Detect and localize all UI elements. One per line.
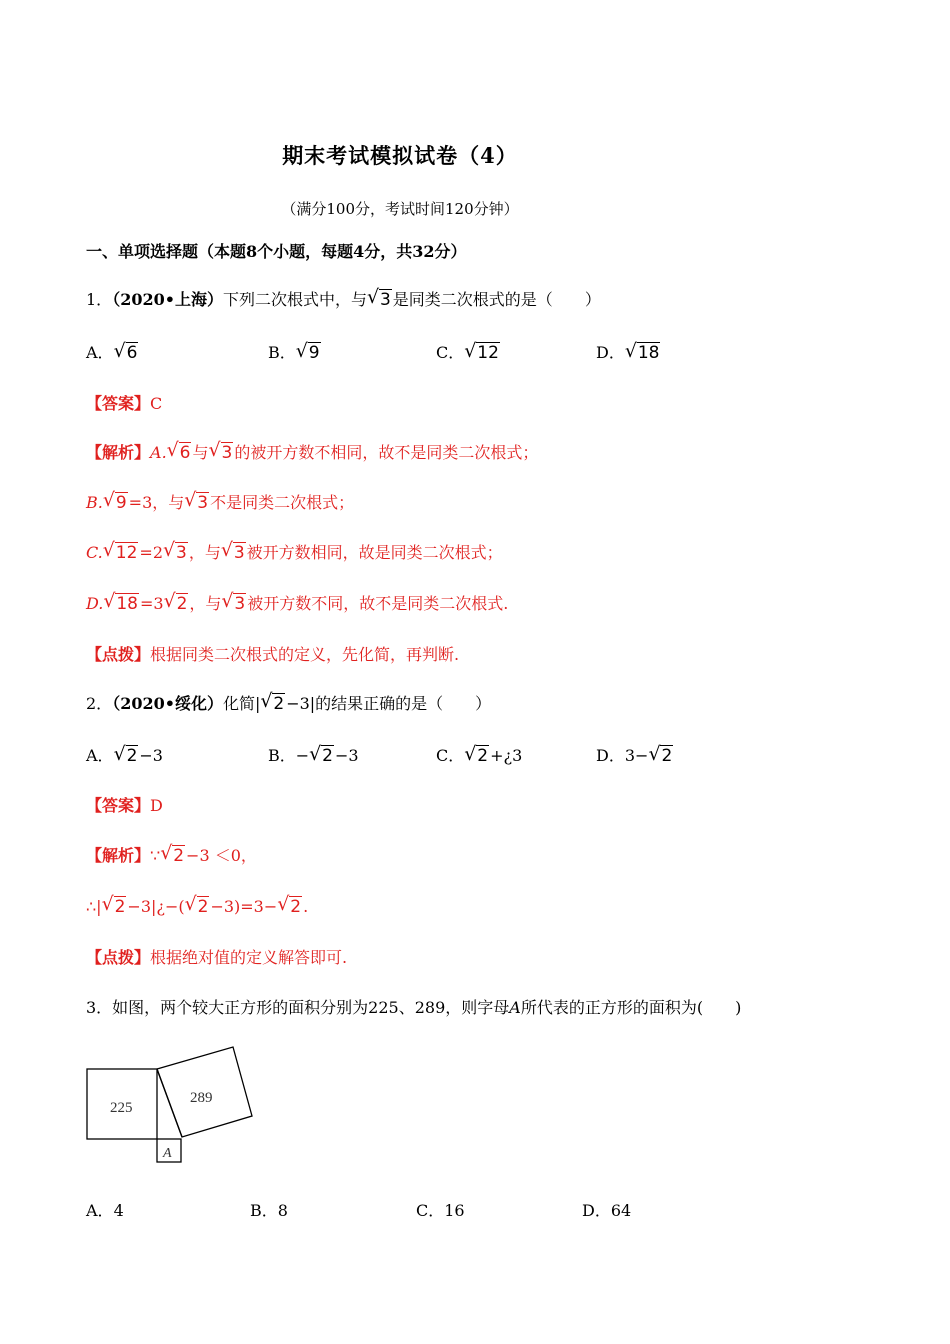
q2-analysis-1: 【解析】∵√ 2 −3 ＜0，	[86, 844, 257, 868]
q1-source: （2020•上海）	[112, 290, 223, 309]
q2-tip: 【点拨】根据绝对值的定义解答即可.	[86, 948, 348, 967]
q1-stem-text: 下列二次根式中，与	[222, 290, 367, 309]
q1-answer: 【答案】C	[86, 394, 163, 413]
q3-option-a: A．4	[86, 1201, 124, 1220]
label-a: A	[163, 1146, 172, 1161]
q1-tip: 【点拨】根据同类二次根式的定义，先化简，再判断.	[86, 645, 460, 664]
q3-option-c: C．16	[416, 1201, 465, 1220]
q2-stem: 2．（2020•绥化）化简|√ 2 −3|的结果正确的是（ ）	[86, 692, 491, 716]
q1-number: 1．	[86, 290, 113, 309]
q2-option-a: A．√ 2 −3	[86, 743, 163, 766]
page-title: 期末考试模拟试卷（4）	[282, 143, 518, 168]
q1-stem-text-2: 是同类二次根式的是（	[392, 290, 553, 309]
section-heading: 一、单项选择题（本题8个小题，每题4分，共32分）	[86, 242, 467, 261]
q1-paren-close: ）	[584, 290, 601, 309]
q3-option-b: B．8	[250, 1201, 288, 1220]
q1-option-b: B．√ 9	[268, 340, 322, 363]
exam-subtitle: （满分100分，考试时间120分钟）	[281, 200, 519, 218]
label-289: 289	[190, 1090, 213, 1106]
q2-option-c: C．√ 2 +¿3	[436, 743, 522, 766]
q1-analysis-c: C.√ 12 =2√ 3 ，与√ 3 被开方数相同，故是同类二次根式；	[86, 541, 503, 565]
q2-analysis-2: ∴|√ 2 −3|¿−(√ 2 −3)=3−√ 2 .	[86, 895, 308, 919]
q1-analysis-a: 【解析】A.√ 6 与√ 3 的被开方数不相同，故不是同类二次根式；	[86, 441, 538, 465]
q1-radical: √ 3	[368, 288, 392, 312]
q1-stem	[86, 288, 601, 312]
q1-option-d: D．√ 18	[596, 340, 661, 363]
q1-analysis-b: B.√ 9 =3，与√ 3 不是同类二次根式；	[86, 491, 354, 515]
q2-option-b: B．−√ 2 −3	[268, 743, 359, 766]
q3-stem: 3．如图，两个较大正方形的面积分别为225、289，则字母A所代表的正方形的面积为( )	[86, 998, 742, 1017]
q2-answer: 【答案】D	[86, 796, 163, 815]
label-225: 225	[110, 1100, 133, 1116]
q1-option-c: C．√ 12	[436, 340, 501, 363]
q1-analysis-d: D.√ 18 =3√ 2 ，与√ 3 被开方数不同，故不是同类二次根式.	[86, 592, 508, 616]
q2-option-d: D．3−√ 2	[596, 743, 674, 766]
q3-option-d: D．64	[582, 1201, 632, 1220]
q1-option-a: A．√ 6	[86, 340, 139, 363]
squares-figure	[86, 1040, 266, 1170]
